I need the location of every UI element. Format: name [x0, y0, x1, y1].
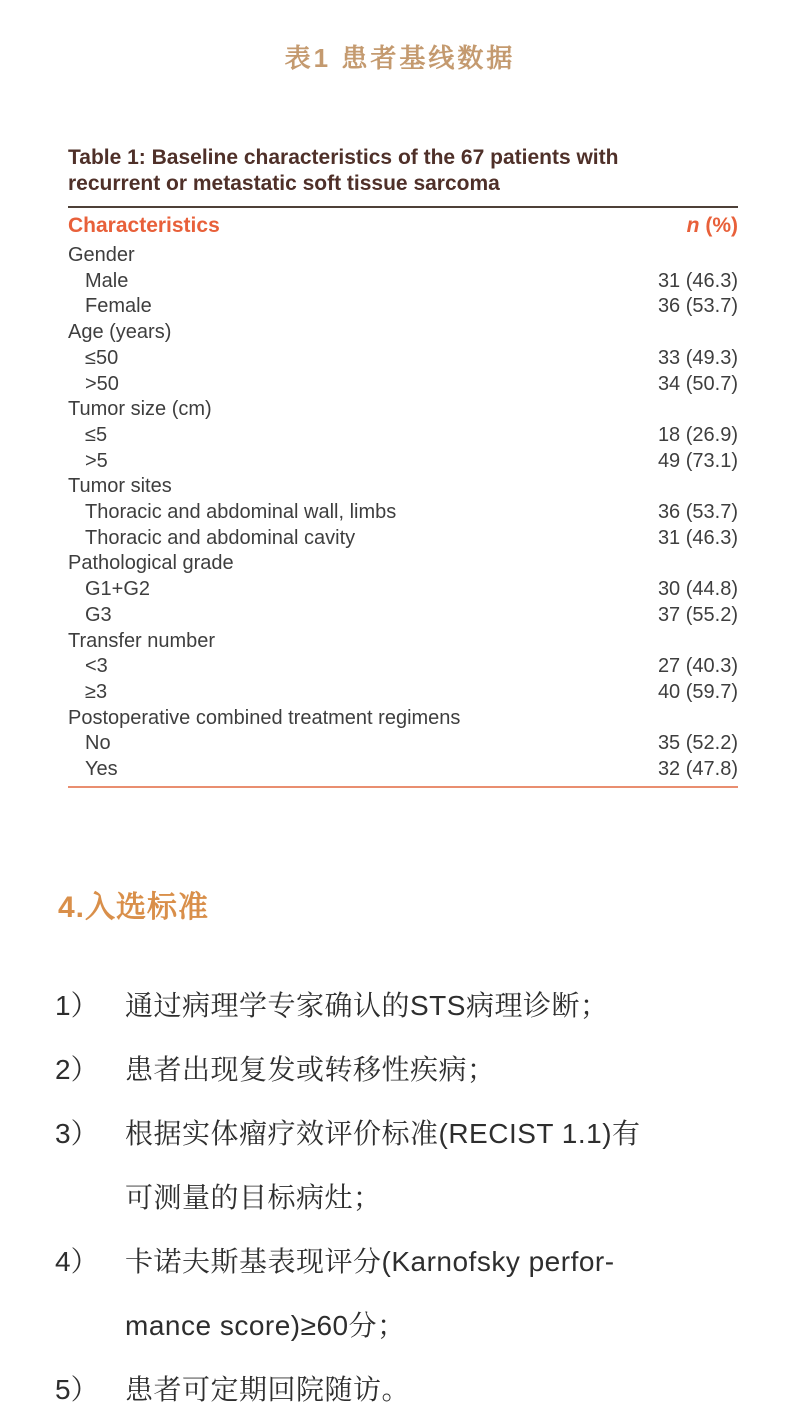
list-item-marker: 3） — [55, 1117, 99, 1149]
table-row-label: Transfer number — [68, 629, 216, 652]
table-row-value: 30 (44.8) — [657, 578, 738, 601]
table-caption — [68, 145, 738, 197]
table-row-label: Female — [85, 295, 152, 318]
table-row — [68, 526, 738, 552]
table-row — [68, 346, 738, 372]
table-bottom-rule — [68, 786, 738, 788]
table-row — [68, 269, 738, 295]
table-row — [68, 294, 738, 320]
table-header-n-pct — [687, 214, 738, 238]
list-item — [55, 1358, 755, 1422]
table-row — [68, 731, 738, 757]
table-row — [68, 423, 738, 449]
table-row-label: Age (years) — [68, 321, 172, 344]
table-row-label: >5 — [85, 449, 108, 472]
table-row-label: ≥3 — [85, 680, 108, 703]
table-row-value: 31 (46.3) — [657, 526, 738, 549]
list-item-lines — [125, 1358, 755, 1422]
list-item-lines — [125, 1038, 755, 1102]
table-header-pct: (%) — [699, 214, 738, 237]
table-row-value: 36 (53.7) — [657, 501, 738, 524]
table-row-label: Tumor sites — [68, 475, 172, 498]
table-row-label: Thoracic and abdominal wall, limbs — [85, 501, 397, 524]
table-row — [68, 449, 738, 475]
table-row — [68, 629, 738, 655]
table-row — [68, 551, 738, 577]
table-header-row — [68, 208, 738, 243]
table-row-label: <3 — [85, 655, 108, 678]
table-row — [68, 320, 738, 346]
criteria-list — [55, 974, 755, 1422]
list-item — [55, 974, 755, 1038]
list-item-text-line: 根据实体瘤疗效评价标准(RECIST 1.1)有 — [125, 1117, 641, 1149]
table-caption-line1: Table 1: Baseline characteristics of the 67 patients with — [68, 146, 619, 169]
table-caption-line2: recurrent or metastatic soft tissue sarcoma — [68, 172, 500, 195]
table-row-value: 33 (49.3) — [657, 346, 738, 369]
document-page — [0, 38, 800, 1428]
list-item — [55, 1102, 755, 1230]
list-item — [55, 1038, 755, 1102]
list-item-text-line: 可测量的目标病灶； — [125, 1181, 382, 1213]
list-item-lines — [125, 1230, 755, 1358]
table-row-label: No — [85, 732, 111, 755]
list-item-text-line: 通过病理学专家确认的STS病理诊断； — [125, 989, 609, 1021]
table-row-label: G3 — [85, 603, 112, 626]
list-item-text-line: mance score)≥60分； — [125, 1309, 406, 1341]
table-row-label: Male — [85, 269, 129, 292]
section-heading-inclusion-criteria: 4.入选标准 — [58, 890, 210, 924]
table-row-label: Pathological grade — [68, 552, 234, 575]
table-body — [68, 243, 738, 783]
table-row — [68, 397, 738, 423]
table-row-value: 18 (26.9) — [657, 423, 738, 446]
table-row — [68, 474, 738, 500]
table-row-label: Postoperative combined treatment regimens — [68, 706, 461, 729]
list-item-text-line: 患者出现复发或转移性疾病； — [125, 1053, 496, 1085]
table-row-label: Yes — [85, 758, 118, 781]
list-item-marker: 2） — [55, 1053, 99, 1085]
table-row-value: 49 (73.1) — [657, 449, 738, 472]
table-row — [68, 680, 738, 706]
list-item — [55, 1230, 755, 1358]
table-row-value: 40 (59.7) — [657, 680, 738, 703]
table-row-label: Tumor size (cm) — [68, 398, 212, 421]
table-row — [68, 243, 738, 269]
page-title: 表1 患者基线数据 — [284, 43, 516, 73]
table-row — [68, 757, 738, 783]
table-row-label: >50 — [85, 372, 119, 395]
list-item-lines — [125, 1102, 755, 1230]
table-row-value: 31 (46.3) — [657, 269, 738, 292]
list-item-text-line: 患者可定期回院随访。 — [125, 1373, 411, 1405]
table-header-characteristics: Characteristics — [68, 214, 220, 237]
table-row-value: 32 (47.8) — [657, 758, 738, 781]
table-row — [68, 654, 738, 680]
list-item-lines — [125, 974, 755, 1038]
table-row-value: 36 (53.7) — [657, 295, 738, 318]
table-row — [68, 500, 738, 526]
baseline-table — [68, 145, 738, 788]
table-row-value: 34 (50.7) — [657, 372, 738, 395]
table-row — [68, 603, 738, 629]
table-row — [68, 577, 738, 603]
list-item-text-line: 卡诺夫斯基表现评分(Karnofsky perfor- — [125, 1245, 615, 1277]
table-row-label: ≤50 — [85, 346, 119, 369]
list-item-marker: 5） — [55, 1373, 99, 1405]
table-row — [68, 372, 738, 398]
table-row — [68, 706, 738, 732]
table-row-label: Gender — [68, 244, 135, 266]
table-row-label: ≤5 — [85, 423, 108, 446]
list-item-marker: 1） — [55, 989, 99, 1021]
table-row-label: Thoracic and abdominal cavity — [85, 526, 356, 549]
table-row-value: 37 (55.2) — [657, 603, 738, 626]
table-header-n: n — [686, 214, 700, 237]
table-row-value: 35 (52.2) — [657, 732, 738, 755]
table-row-value: 27 (40.3) — [657, 655, 738, 678]
table-row-label: G1+G2 — [85, 578, 151, 601]
list-item-marker: 4） — [55, 1245, 99, 1277]
